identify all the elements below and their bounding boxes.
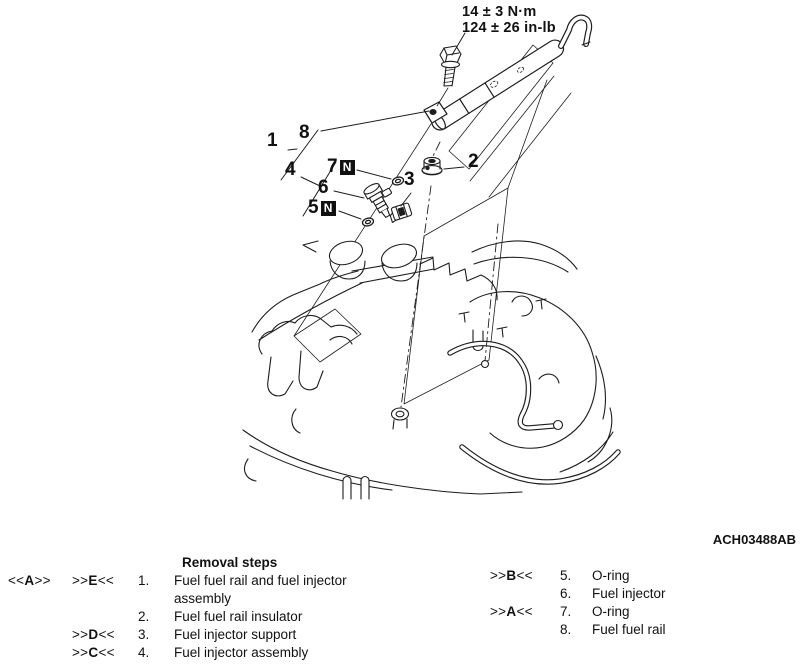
rail-insulator bbox=[422, 157, 442, 174]
injector-port-2 bbox=[482, 361, 489, 368]
step-number: 4. bbox=[138, 645, 150, 660]
n-marker-icon: N bbox=[321, 201, 336, 216]
n-marker-icon: N bbox=[340, 160, 355, 175]
callout-1: 1 bbox=[267, 130, 278, 151]
step-name: O-ring bbox=[592, 604, 630, 619]
step-number: 2. bbox=[138, 609, 150, 624]
bolt-icon bbox=[437, 46, 461, 106]
projection-planes bbox=[294, 45, 571, 404]
parts-list-left bbox=[8, 572, 384, 662]
step-number: 3. bbox=[138, 627, 150, 642]
step-name: Fuel fuel rail bbox=[592, 622, 666, 637]
figure-code: ACH03488AB bbox=[712, 532, 796, 547]
step-marker bbox=[490, 621, 560, 639]
step-name: Fuel injector assembly bbox=[174, 645, 309, 660]
step-name: Fuel fuel rail and fuel injector assembly bbox=[174, 573, 347, 606]
step-marker bbox=[8, 644, 72, 662]
step-marker bbox=[490, 585, 560, 603]
parts-list-title: Removal steps bbox=[182, 555, 278, 570]
step-marker: >>B<< bbox=[490, 568, 533, 583]
fuel-rail-pipe bbox=[561, 18, 590, 46]
step-number: 7. bbox=[560, 604, 572, 619]
callout-3: 3 bbox=[404, 169, 415, 190]
engine-block-sketch bbox=[243, 237, 618, 499]
callout-2: 2 bbox=[468, 151, 479, 172]
callout-5: 5 N bbox=[308, 199, 336, 217]
step-marker: >>A<< bbox=[490, 604, 533, 619]
callout-4: 4 bbox=[285, 159, 296, 180]
callout-7: 7 N bbox=[327, 158, 355, 176]
step-name: Fuel injector bbox=[592, 586, 666, 601]
step-marker bbox=[72, 608, 138, 626]
o-ring-upper bbox=[392, 176, 405, 186]
callout-8: 8 bbox=[299, 122, 310, 143]
injector-port bbox=[392, 408, 409, 429]
torque-line1: 14 ± 3 N·m bbox=[462, 4, 537, 20]
step-marker: >>D<< bbox=[72, 627, 115, 642]
parts-list-right bbox=[490, 567, 772, 639]
step-name: Fuel injector support bbox=[174, 627, 297, 642]
o-ring-lower bbox=[362, 217, 375, 227]
step-number: 5. bbox=[560, 568, 572, 583]
step-marker bbox=[8, 626, 72, 644]
torque-note bbox=[462, 4, 556, 36]
step-number: 8. bbox=[560, 622, 572, 637]
step-marker bbox=[8, 608, 72, 626]
fuel-pipe bbox=[450, 344, 618, 482]
step-number: 1. bbox=[138, 573, 150, 588]
step-name: Fuel fuel rail insulator bbox=[174, 609, 303, 624]
torque-line2: 124 ± 26 in-lb bbox=[462, 20, 556, 36]
step-marker: >>E<< bbox=[72, 573, 115, 588]
step-marker: >>C<< bbox=[72, 645, 115, 660]
step-number: 6. bbox=[560, 586, 572, 601]
injector-support bbox=[388, 203, 412, 223]
step-marker: <<A>> bbox=[8, 573, 51, 588]
callout-6: 6 bbox=[318, 177, 329, 198]
step-name: O-ring bbox=[592, 568, 630, 583]
